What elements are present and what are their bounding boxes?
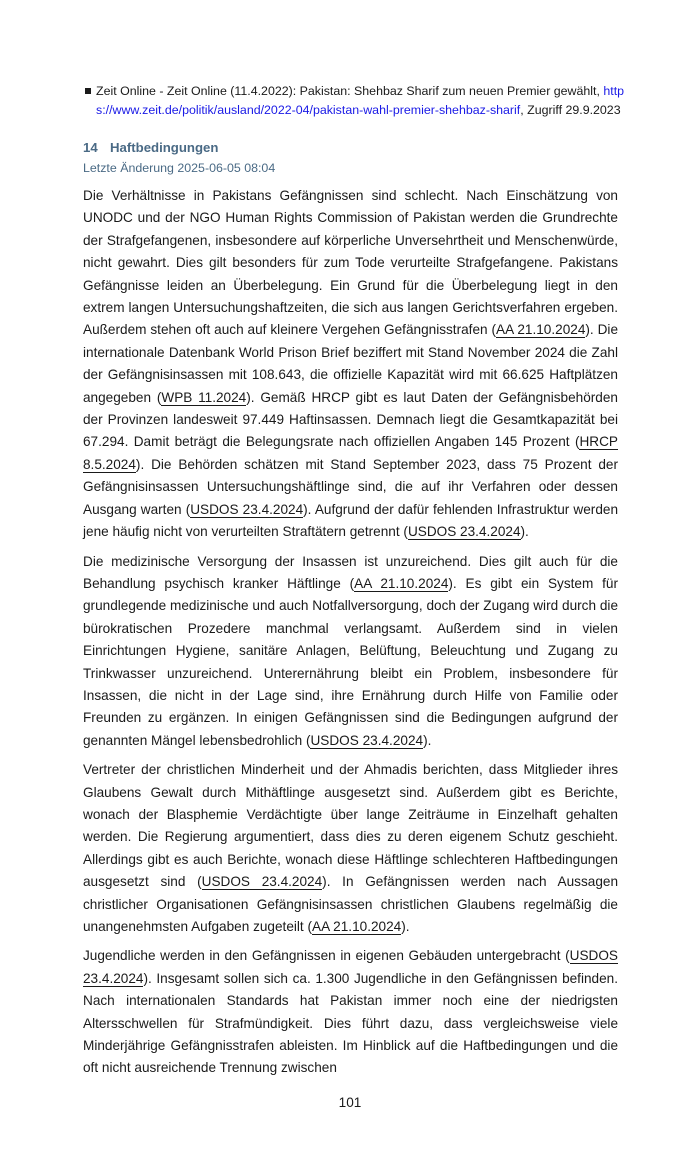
source-link[interactable]: USDOS 23.4.2024 xyxy=(190,501,304,517)
paragraph-text: ). xyxy=(520,524,529,540)
last-updated: Letzte Änderung 2025-06-05 08:04 xyxy=(83,161,276,175)
source-link[interactable]: WPB 11.2024 xyxy=(161,389,247,405)
paragraph-text: ). Die internationale Datenbank World Prison Brief beziffert mit Stand November 2024 die Zahl der Gefängnisinsassen mit 108.643, die offizielle Kapazität wird mit 66.625 Haftplätzen angegeben ( xyxy=(83,322,618,405)
paragraph-text: ). Die Behörden schätzen mit Stand September 2023, dass 75 Prozent der Gefängnisinsassen Untersuchungshäftlinge sind, die auf ihr Verfahren oder dessen Ausgang warten ( xyxy=(83,456,618,517)
source-link[interactable]: USDOS 23.4.2024 xyxy=(201,874,323,890)
paragraph xyxy=(83,945,618,1079)
bullet-icon xyxy=(85,88,91,94)
source-link[interactable]: AA 21.10.2024 xyxy=(312,919,402,934)
paragraph-text: Jugendliche werden in den Gefängnissen in eigenen Gebäuden untergebracht ( xyxy=(83,948,570,964)
reference-item xyxy=(96,82,626,119)
source-link[interactable]: AA 21.10.2024 xyxy=(496,322,586,338)
paragraph xyxy=(83,185,618,544)
source-link[interactable]: USDOS 23.4.2024 xyxy=(310,732,424,748)
source-link[interactable]: AA 21.10.2024 xyxy=(354,575,449,591)
paragraph-text: ). xyxy=(401,919,410,934)
paragraph-text: ). xyxy=(423,732,432,748)
paragraph-text: Die Verhältnisse in Pakistans Gefängnissen sind schlecht. Nach Einschätzung von UNODC und der NGO Human Rights Commission of Pakistan werden die Grundrechte der Strafgefangenen, insbesondere auf körperliche Unversehrtheit und Menschenwürde, nicht gewahrt. Dies gilt besonders für zum Tode verurteilte Strafgefangene. Pakistans Gefängnisse leiden an Überbelegung. Ein Grund für die Überbelegung liegt in den extrem langen Untersuchungshaftzeiten, die sich aus langen Gerichtsverfahren ergeben. Außerdem stehen oft auch auf kleinere Vergehen Gefängnisstrafen ( xyxy=(83,188,618,338)
paragraph-text: ). Es gibt ein System für grundlegende medizinische und auch Notfallversorgung, doch der Zugang wird durch die bürokratischen Prozedere manchmal verlangsamt. Außerdem sind in vielen Einrichtungen Hygiene, sanitäre Anlagen, Belüftung, Beleuchtung und Zugang zu Trinkwasser unzureichend. Unterernährung bleibt ein Problem, insbesondere für Insassen, die nicht in der Lage sind, ihre Ernährung durch Hilfe von Familie oder Freunden zu ergänzen. In einigen Gefängnissen sind die Bedingungen aufgrund der genannten Mängel lebensbedrohlich ( xyxy=(83,575,618,748)
paragraph-text: ). In Gefängnissen werden nach Aussagen christlicher Organisationen Gefängnisinsassen christlichen Glaubens regelmäßig die unangenehmsten Aufgaben zugeteilt ( xyxy=(83,874,619,934)
reference-text: Zeit Online - Zeit Online (11.4.2022): Pakistan: Shehbaz Sharif zum neuen Premier gewählt, xyxy=(96,84,604,98)
page-number: 101 xyxy=(338,1094,362,1110)
section-number: 14 xyxy=(83,140,98,155)
paragraph-text: ). Gemäß HRCP gibt es laut Daten der Gefängnisbehörden der Provinzen landesweit 97.449 Haftinsassen. Demnach liegt die Gesamtkapazität bei 67.294. Damit beträgt die Belegungsrate nach offiziellen Angaben 145 Prozent ( xyxy=(83,389,618,450)
paragraph-text: Vertreter der christlichen Minderheit und der Ahmadis berichten, dass Mitglieder ihres Glaubens Gewalt durch Mithäftlinge ausgesetzt sind. Außerdem gibt es Berichte, wonach der Blasphemie Verdächtigte über lange Zeiträume in Einzelhaft gehalten werden. Die Regierung argumentiert, dass dies zu deren eigenem Schutz geschieht. Allerdings gibt es auch Berichte, wonach diese Häftlinge schlechteren Haftbedingungen ausgesetzt sind ( xyxy=(83,762,618,890)
section-body xyxy=(83,185,618,1080)
source-link[interactable]: HRCP 8.5.2024 xyxy=(83,434,618,472)
reference-list xyxy=(96,82,626,119)
paragraph xyxy=(83,551,618,753)
paragraph xyxy=(83,759,618,938)
section-title: Haftbedingungen xyxy=(110,140,219,155)
paragraph-text: ). Insgesamt sollen sich ca. 1.300 Jugendliche in den Gefängnissen befinden. Nach internationalen Standards hat Pakistan immer noch eine der niedrigsten Altersschwellen für Strafmündigkeit. Dies führt dazu, dass vergleichsweise viele Minderjährige Gefängnisstrafen ableisten. Im Hinblick auf die Haftbedingungen und die oft nicht ausreichende Trennung zwischen xyxy=(83,970,618,1076)
paragraph-text: ). Aufgrund der dafür fehlenden Infrastruktur werden jene häufig nicht von verurteilten Straftätern getrennt ( xyxy=(83,501,619,540)
source-link[interactable]: USDOS 23.4.2024 xyxy=(407,524,521,540)
section-heading xyxy=(83,139,700,157)
source-link[interactable]: USDOS 23.4.2024 xyxy=(83,948,618,986)
paragraph-text: Die medizinische Versorgung der Insassen ist unzureichend. Dies gilt auch für die Behandlung psychisch kranker Häftlinge ( xyxy=(83,553,618,591)
reference-access-date: , Zugriff 29.9.2023 xyxy=(520,102,621,117)
reference-link[interactable]: https://www.zeit.de/politik/ausland/2022-04/pakistan-wahl-premier-shehbaz-sharif xyxy=(96,84,625,117)
